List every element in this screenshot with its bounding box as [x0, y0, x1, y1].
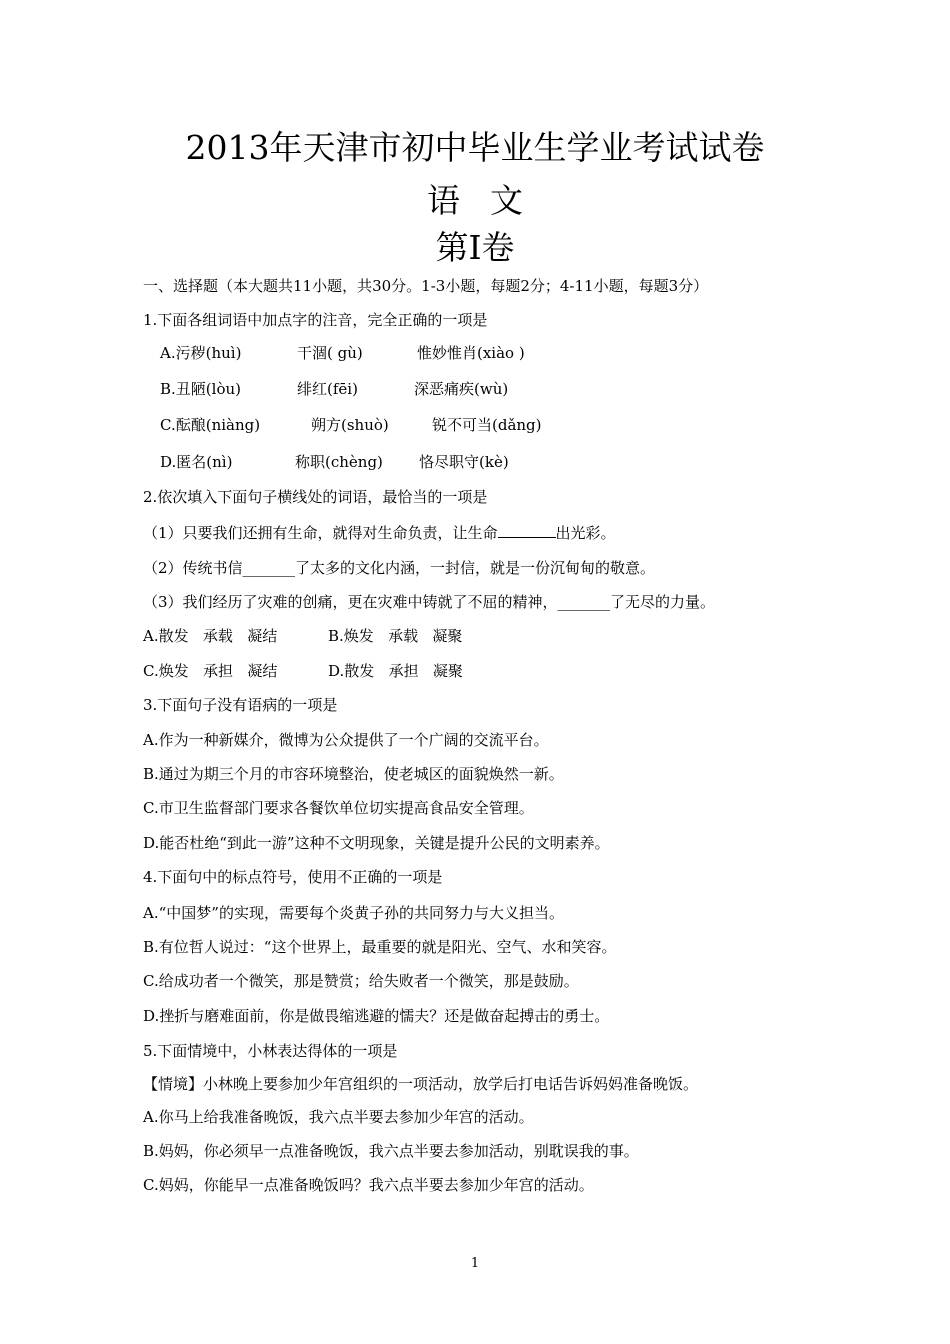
q2-option-b: B.焕发 承载 凝聚: [328, 627, 463, 645]
q4-option-b: B.有位哲人说过：“这个世界上，最重要的就是阳光、空气、水和笑容。: [143, 938, 617, 956]
q2-option-a: A.散发 承载 凝结: [143, 627, 278, 645]
q1-c-2: 朔方(shuò): [311, 416, 389, 434]
subject-title: [0, 179, 950, 223]
q4-option-d: D.挫折与磨难面前，你是做畏缩逃避的懦夫？还是做奋起搏击的勇士。: [143, 1007, 610, 1025]
q3-option-d: D.能否杜绝“到此一游”这种不文明现象，关键是提升公民的文明素养。: [143, 834, 610, 852]
q4-option-c: C.给成功者一个微笑，那是赞赏；给失败者一个微笑，那是鼓励。: [143, 972, 579, 990]
q5-context: 【情境】小林晚上要参加少年宫组织的一项活动，放学后打电话告诉妈妈准备晚饭。: [143, 1075, 699, 1093]
q5-stem: 5.下面情境中，小林表达得体的一项是: [143, 1042, 398, 1060]
q1-b-3: 深恶痛疾(wù): [414, 380, 509, 398]
q1-c-1: C.酝酿(niàng): [160, 416, 261, 434]
q1-c-3: 锐不可当(dǎng): [432, 416, 542, 434]
q3-option-a: A.作为一种新媒介，微博为公众提供了一个广阔的交流平台。: [143, 731, 549, 749]
section-heading: 一、选择题（本大题共11小题，共30分。1-3小题，每题2分；4-11小题，每题3分）: [143, 277, 709, 295]
q1-b-1: B.丑陋(lòu): [160, 380, 241, 398]
q2-sentence-2: （2）传统书信_______了太多的文化内涵，一封信，就是一份沉甸甸的敬意。: [143, 559, 656, 577]
q5-option-a: A.你马上给我准备晚饭，我六点半要去参加少年宫的活动。: [143, 1108, 534, 1126]
q4-stem: 4.下面句中的标点符号，使用不正确的一项是: [143, 868, 443, 886]
q1-a-1: A.污秽(huì): [160, 344, 242, 362]
q2-sentence-1: [143, 522, 616, 544]
exam-title: 2013年天津市初中毕业生学业考试试卷: [185, 128, 765, 167]
q3-option-c: C.市卫生监督部门要求各餐饮单位切实提高食品安全管理。: [143, 799, 534, 817]
q1-d-1: D.匿名(nì): [160, 453, 233, 471]
q5-option-b: B.妈妈，你必须早一点准备晚饭，我六点半要去参加活动，别耽误我的事。: [143, 1142, 639, 1160]
q2-sentence-3: （3）我们经历了灾难的创痛，更在灾难中铸就了不屈的精神，_______了无尽的力量。: [143, 593, 716, 611]
q1-a-2: 干涸( gù): [297, 344, 363, 362]
fill-blank: [498, 523, 556, 538]
q2-s1-part-b: 出光彩。: [555, 524, 616, 542]
q1-d-3: 恪尽职守(kè): [419, 453, 509, 471]
subject-char-1: 语: [427, 181, 460, 220]
q3-option-b: B.通过为期三个月的市容环境整治，使老城区的面貌焕然一新。: [143, 765, 564, 783]
q4-option-a: A.“中国梦”的实现，需要每个炎黄子孙的共同努力与大义担当。: [143, 904, 564, 922]
q2-s1-part-a: （1）只要我们还拥有生命，就得对生命负责，让生命: [143, 524, 498, 542]
q2-stem: 2.依次填入下面句子横线处的词语，最恰当的一项是: [143, 488, 488, 506]
q1-b-2: 绯红(fēi): [297, 380, 358, 398]
page-number: 1: [470, 1256, 480, 1271]
q1-d-2: 称职(chèng): [295, 453, 383, 471]
q2-option-c: C.焕发 承担 凝结: [143, 662, 278, 680]
q2-option-d: D.散发 承担 凝聚: [328, 662, 463, 680]
volume-title: 第Ⅰ卷: [435, 228, 515, 267]
q1-stem: 1.下面各组词语中加点字的注音，完全正确的一项是: [143, 311, 488, 329]
q5-option-c: C.妈妈，你能早一点准备晚饭吗？我六点半要去参加少年宫的活动。: [143, 1176, 594, 1194]
q3-stem: 3.下面句子没有语病的一项是: [143, 696, 338, 714]
subject-char-2: 文: [490, 181, 523, 220]
q1-a-3: 惟妙惟肖(xiào ): [417, 344, 525, 362]
